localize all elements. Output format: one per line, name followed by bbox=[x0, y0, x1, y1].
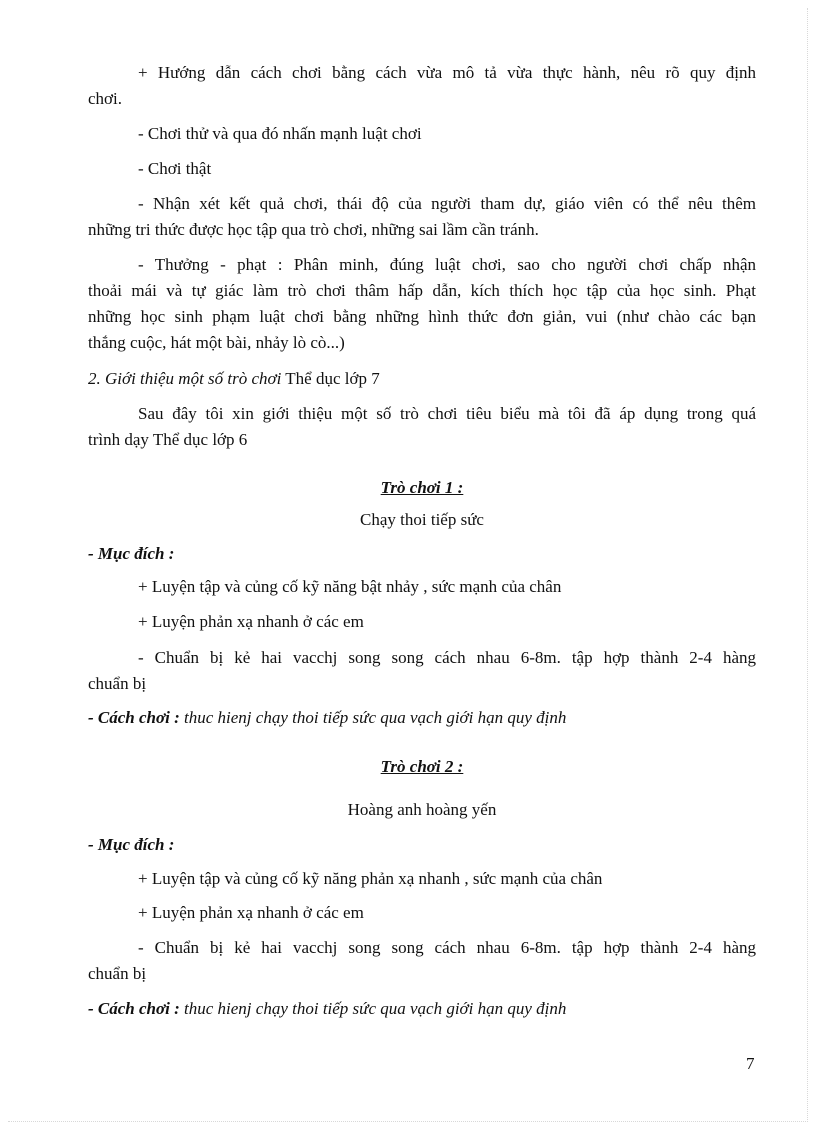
game1-howto-text: thuc hienj chạy thoi tiếp sức qua vạch giới hạn quy định bbox=[179, 708, 567, 727]
guide-line-2: chơi. bbox=[88, 89, 123, 108]
try-play-line: - Chơi thử và qua đó nhấn mạnh luật chơi bbox=[138, 124, 422, 143]
game1-title: Trò chơi 1 : bbox=[380, 478, 464, 497]
game2-purpose-label: - Mục đích : bbox=[88, 835, 175, 854]
guide-line-1: + Hướng dẫn cách chơi bằng cách vừa mô tả vừa thực hành, nêu rõ quy định bbox=[138, 63, 756, 82]
section-intro-line-2: trình dạy Thể dục lớp 6 bbox=[88, 430, 248, 449]
reward-line-2: thoải mái và tự giác làm trò chơi thâm hấp dẫn, kích thích học tập của học sinh. Phạt bbox=[88, 281, 756, 300]
section-intro-line-1: Sau đây tôi xin giới thiệu một số trò chơi tiêu biểu mà tôi đã áp dụng trong quá bbox=[138, 404, 756, 423]
game1-howto bbox=[88, 705, 756, 731]
game1-prep-line-2: chuẩn bị bbox=[88, 674, 147, 693]
game1-howto-label: - Cách chơi : bbox=[88, 708, 180, 727]
game1-purpose-label: - Mục đích : bbox=[88, 544, 175, 563]
game1-purpose-2: + Luyện phản xạ nhanh ở các em bbox=[138, 612, 364, 631]
reward-line-4: thắng cuộc, hát một bài, nhảy lò cò...) bbox=[88, 333, 345, 352]
game2-purpose-2: + Luyện phản xạ nhanh ở các em bbox=[138, 903, 364, 922]
game2-purpose-1: + Luyện tập và củng cố kỹ năng phản xạ nhanh , sức mạnh của chân bbox=[138, 869, 603, 888]
review-line-2: những tri thức được học tập qua trò chơi, những sai lầm cần tránh. bbox=[88, 220, 539, 239]
game2-howto bbox=[88, 996, 756, 1022]
game1-prep-line-1: - Chuẩn bị kẻ hai vacchj song song cách nhau 6-8m. tập hợp thành 2-4 hàng bbox=[138, 648, 756, 667]
section-heading-italic: 2. Giới thiệu một số trò chơi bbox=[88, 369, 282, 388]
game2-howto-label: - Cách chơi : bbox=[88, 999, 180, 1018]
section-heading-rest: Thể dục lớp 7 bbox=[281, 369, 380, 388]
game2-prep-line-1: - Chuẩn bị kẻ hai vacchj song song cách nhau 6-8m. tập hợp thành 2-4 hàng bbox=[138, 938, 756, 957]
game1-name: Chạy thoi tiếp sức bbox=[360, 510, 484, 529]
game1-purpose-1: + Luyện tập và củng cố kỹ năng bật nhảy , sức mạnh của chân bbox=[138, 577, 562, 596]
game2-prep-line-2: chuẩn bị bbox=[88, 964, 147, 983]
reward-line-1: - Thưởng - phạt : Phân minh, đúng luật chơi, sao cho người chơi chấp nhận bbox=[138, 255, 756, 274]
section-heading bbox=[88, 366, 756, 392]
game2-name: Hoàng anh hoàng yến bbox=[347, 800, 497, 819]
review-line-1: - Nhận xét kết quả chơi, thái độ của người tham dự, giáo viên có thể nêu thêm bbox=[138, 194, 756, 213]
real-play-line: - Chơi thật bbox=[138, 159, 212, 178]
reward-line-3: những học sinh phạm luật chơi bằng những hình thức đơn giản, vui (như chào các bạn bbox=[88, 307, 756, 326]
page-number: 7 bbox=[746, 1054, 755, 1073]
game2-howto-text: thuc hienj chạy thoi tiếp sức qua vạch giới hạn quy định bbox=[179, 999, 567, 1018]
game2-title: Trò chơi 2 : bbox=[380, 757, 464, 776]
